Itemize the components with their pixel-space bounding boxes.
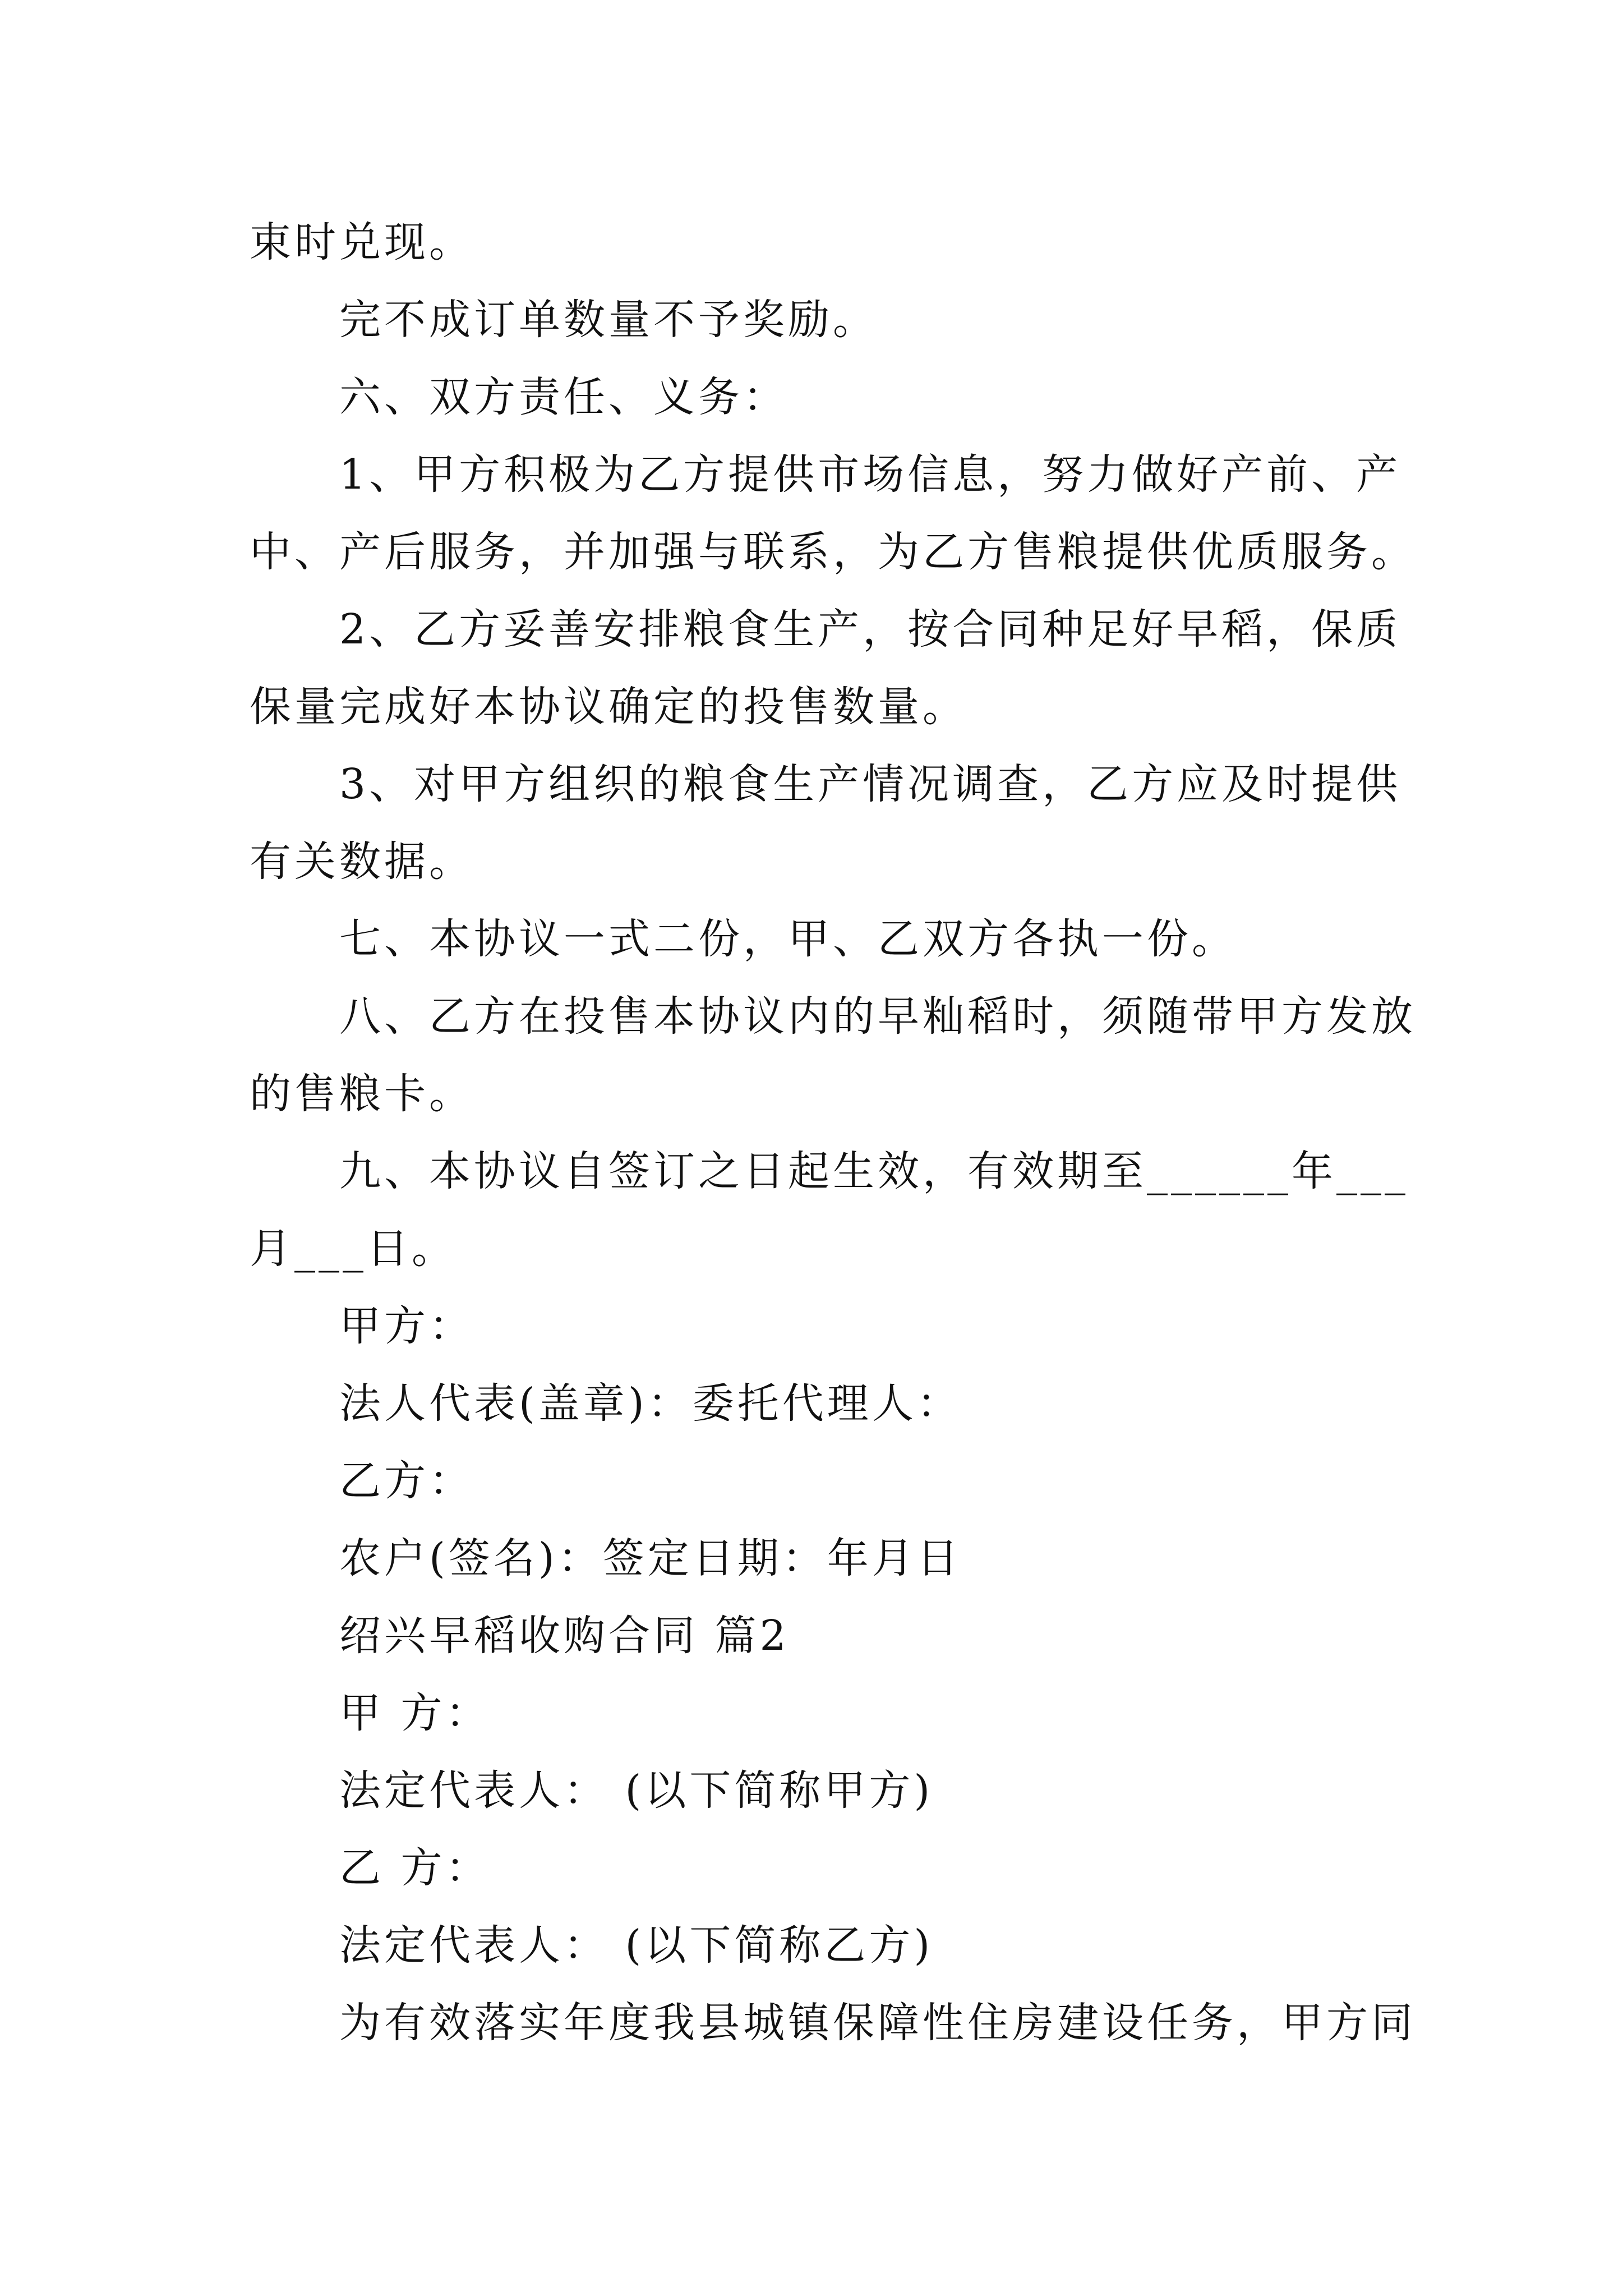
clause-3-line: 有关数据。 <box>250 838 474 886</box>
clause-2-line: 保量完成好本协议确定的投售数量。 <box>250 683 967 731</box>
section-eight-line: 的售粮卡。 <box>250 1070 474 1118</box>
section-eight-line: 八、乙方在投售本协议内的早籼稻时，须随带甲方发放 <box>339 992 1416 1041</box>
party-a-label: 甲方： <box>339 1302 474 1350</box>
party-a-label: 甲 方： <box>339 1689 491 1737</box>
text-line: 束时兑现。 <box>250 218 474 266</box>
party-b-legal-rep: 法定代表人： (以下简称乙方) <box>339 1921 934 1970</box>
text-line: 为有效落实年度我县城镇保障性住房建设任务，甲方同 <box>339 1999 1416 2047</box>
farmer-signature-line: 农户(签名)：签定日期：年月日 <box>339 1534 962 1582</box>
clause-1-line: 中、产后服务，并加强与联系，为乙方售粮提供优质服务。 <box>250 528 1416 576</box>
legal-rep-signature-line: 法人代表(盖章)：委托代理人： <box>339 1379 962 1428</box>
section-heading-six: 六、双方责任、义务： <box>339 373 788 421</box>
section-seven: 七、本协议一式二份，甲、乙双方各执一份。 <box>339 915 1237 963</box>
contract-title: 绍兴早稻收购合同 篇2 <box>339 1612 790 1660</box>
clause-2-line: 2、乙方妥善安排粮食生产，按合同种足好早稻，保质 <box>339 605 1401 654</box>
section-nine-line: 九、本协议自签订之日起生效，有效期至______年___ <box>339 1147 1409 1195</box>
party-b-label: 乙 方： <box>339 1844 491 1892</box>
clause-1-line: 1、甲方积极为乙方提供市场信息，努力做好产前、产 <box>339 450 1401 499</box>
section-nine-line: 月___日。 <box>250 1225 457 1273</box>
party-a-legal-rep: 法定代表人： (以下简称甲方) <box>339 1766 934 1815</box>
clause-3-line: 3、对甲方组织的粮食生产情况调查，乙方应及时提供 <box>339 760 1401 808</box>
party-b-label: 乙方： <box>339 1457 474 1505</box>
text-line: 完不成订单数量不予奖励。 <box>339 296 878 344</box>
